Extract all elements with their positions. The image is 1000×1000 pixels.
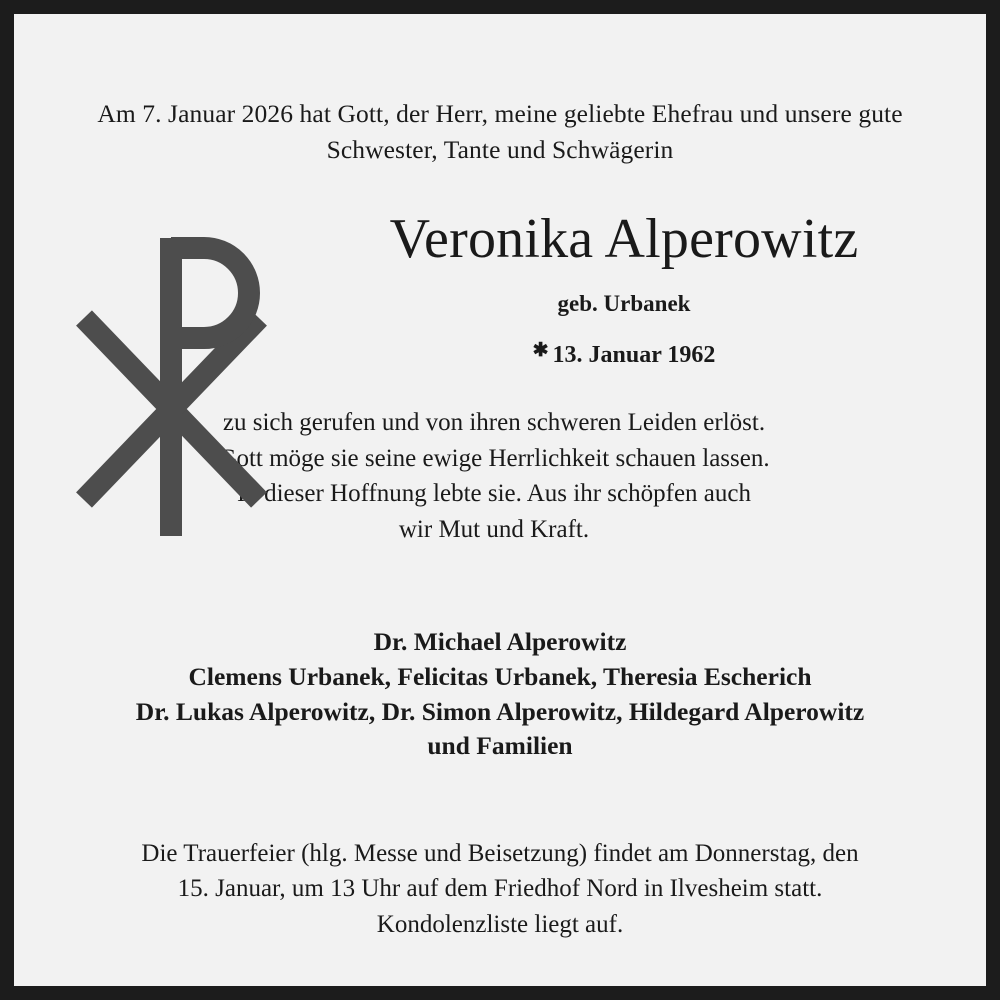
family-line: Dr. Lukas Alperowitz, Dr. Simon Alperowitz, Hildegard Alperowitz [135, 696, 865, 726]
birth-date-row [296, 339, 952, 369]
body-line: zu sich gerufen und von ihren schweren Leiden erlöst. [222, 409, 766, 437]
service-line: 15. Januar, um 13 Uhr auf dem Friedhof Nord in Ilvesheim statt. [177, 875, 823, 903]
name-block [48, 210, 952, 547]
maiden-name: geb. Urbanek [557, 291, 691, 317]
family-line: Dr. Michael Alperowitz [373, 627, 627, 657]
birth-date: 13. Januar 1962 [552, 342, 716, 369]
deceased-name: Veronika Alperowitz [389, 208, 859, 271]
birth-star-icon: ✱ [532, 340, 549, 362]
family-list [48, 625, 952, 764]
chi-rho-icon [54, 218, 284, 548]
name-column [296, 210, 952, 369]
body-line: In dieser Hoffnung lebte sie. Aus ihr schöpfen auch [237, 480, 751, 508]
service-line: Die Trauerfeier (hlg. Messe und Beisetzung) findet am Donnerstag, den [141, 839, 859, 867]
intro-text [52, 96, 948, 168]
body-line: Gott möge sie seine ewige Herrlichkeit schauen lassen. [218, 444, 770, 472]
notice-inner [14, 14, 986, 986]
service-line: Kondolenzliste liegt auf. [376, 910, 624, 938]
intro-line: gute Schwester, Tante und Schwägerin [326, 99, 903, 165]
service-details [48, 836, 952, 943]
body-line: wir Mut und Kraft. [398, 515, 590, 543]
family-line: und Familien [427, 731, 573, 761]
intro-line: Am 7. Januar 2026 hat Gott, der Herr, meine geliebte Ehefrau und unsere [97, 99, 852, 128]
family-line: Clemens Urbanek, Felicitas Urbanek, Theresia Escherich [188, 661, 812, 691]
